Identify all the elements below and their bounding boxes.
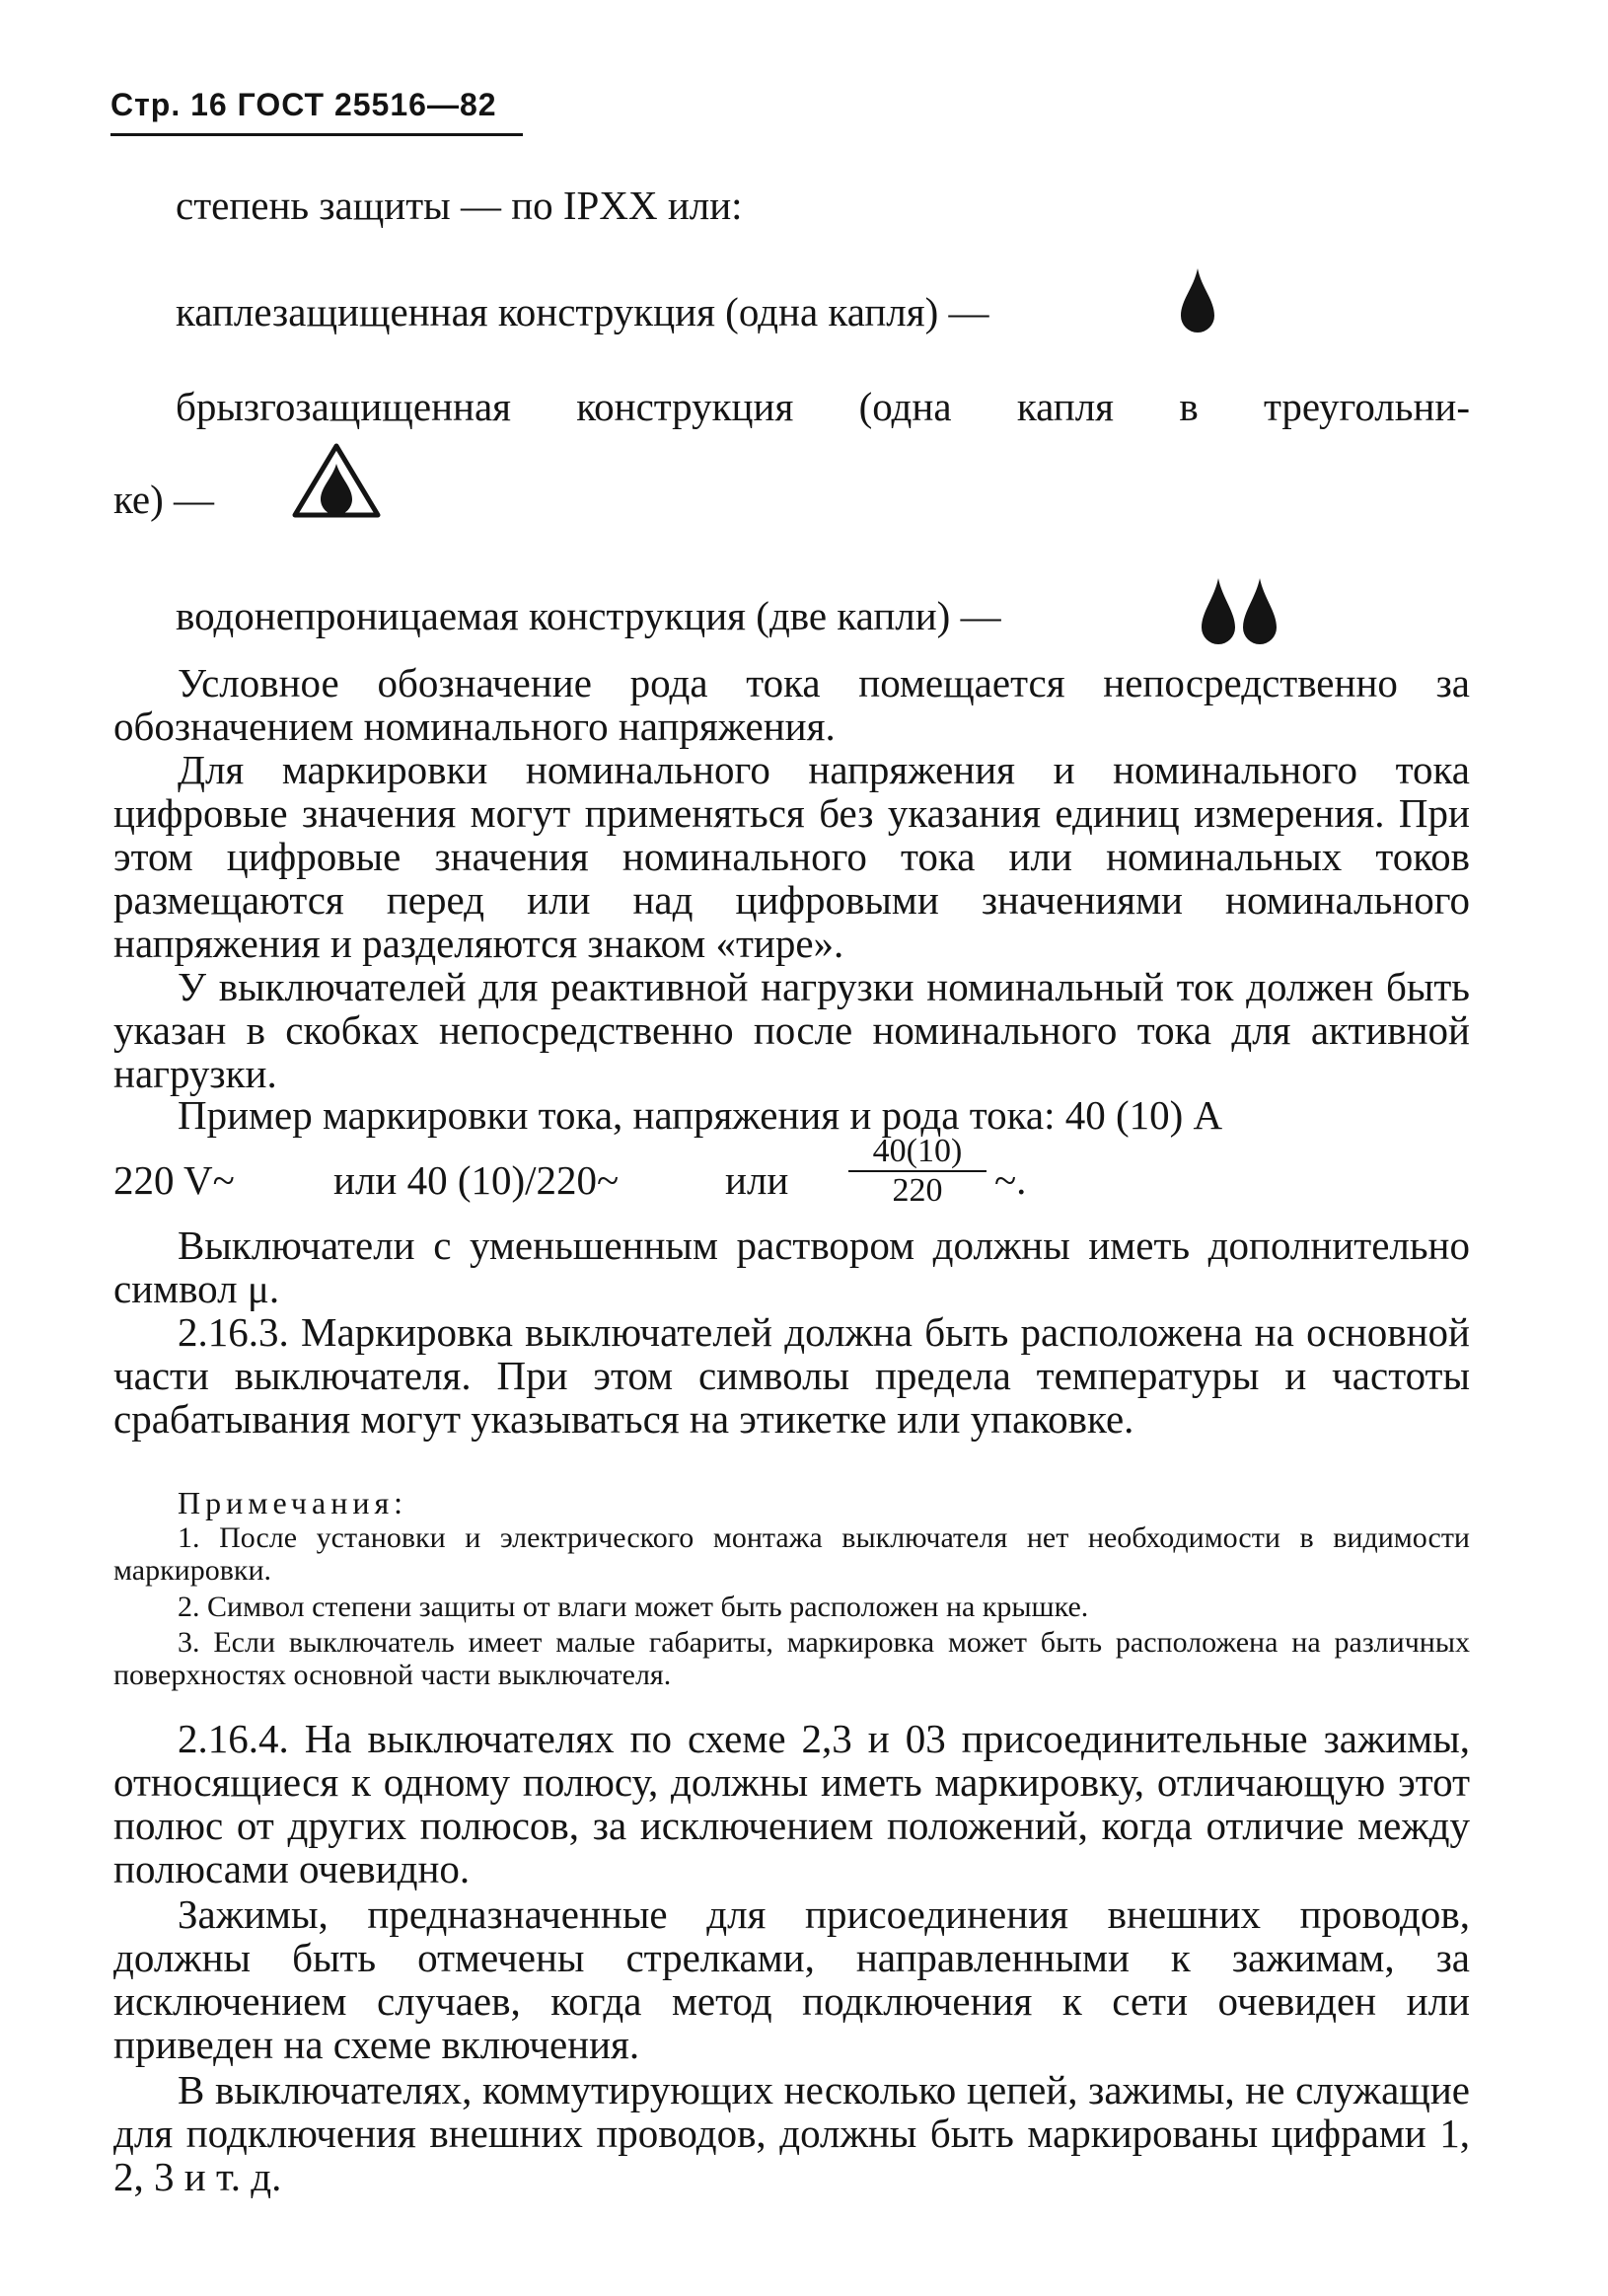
page-header	[110, 87, 523, 136]
header-rule	[110, 133, 523, 136]
drop-in-triangle-icon	[291, 442, 382, 519]
example-part-2: или 40 (10)/220~	[333, 1157, 620, 1203]
paragraph-mu-symbol: Выключатели с уменьшенным раствором должны иметь дополнительно символ μ.	[113, 1222, 1470, 1311]
protection-line-1: степень защиты — по IPXX или:	[176, 183, 743, 228]
example-line-1: Пример маркировки тока, напряжения и рода тока: 40 (10) А	[178, 1092, 1223, 1138]
protection-line-2: каплезащищенная конструкция (одна капля) —	[176, 289, 989, 334]
paragraph-terminals-arrows: Зажимы, предназначенные для присоединения внешних проводов, должны быть отмечены стрелками, направленными к зажимам, за исключением случаев, когда метод подключения к сети очевиден или приведен на схеме включения.	[113, 1891, 1470, 2067]
example-tail: ~.	[994, 1157, 1027, 1203]
protection-line-4: ке) —	[113, 477, 214, 522]
paragraph-terminals-numbers: В выключателях, коммутирующих несколько цепей, зажимы, не служащие для подключения внешних проводов, должны быть маркированы цифрами 1, 2, 3 и т. д.	[113, 2067, 1470, 2199]
two-drops-icon	[1199, 576, 1279, 647]
protection-line-3: брызгозащищенная конструкция (одна капля в треугольни-	[176, 384, 1470, 429]
example-part-1: 220 V~	[113, 1157, 235, 1203]
paragraph-current-type: Условное обозначение рода тока помещается непосредственно за обозначением номинального напряжения.	[113, 660, 1470, 749]
example-fraction	[848, 1135, 987, 1208]
header-text: Стр. 16 ГОСТ 25516—82	[110, 87, 497, 122]
notes-title: Примечания:	[178, 1485, 408, 1520]
fraction-denominator: 220	[892, 1172, 943, 1209]
section-2-16-3: 2.16.3. Маркировка выключателей должна быть расположена на основной части выключателя. При этом символы предела температуры и частоты срабатывания могут указываться на этикетке или упаковке.	[113, 1309, 1470, 1442]
note-3: 3. Если выключатель имеет малые габариты, маркировка может быть расположена на различных поверхностях основной части выключателя.	[113, 1626, 1470, 1691]
section-2-16-4: 2.16.4. На выключателях по схеме 2,3 и 03 присоединительные зажимы, относящиеся к одному полюсу, должны иметь маркировку, отличающую этот полюс от других полюсов, за исключением положений, когда отличие между полюсами очевидно.	[113, 1716, 1470, 1891]
paragraph-reactive-load: У выключателей для реактивной нагрузки номинальный ток должен быть указан в скобках непосредственно после номинального тока для активной нагрузки.	[113, 964, 1470, 1096]
note-2: 2. Символ степени защиты от влаги может быть расположен на крышке.	[178, 1591, 1089, 1623]
paragraph-numeric-values: Для маркировки номинального напряжения и номинального тока цифровые значения могут применяться без указания единиц измерения. При этом цифровые значения номинального тока или номинальных токов размещаются перед или над цифровыми значениями номинального напряжения и разделяются знаком «тире».	[113, 747, 1470, 966]
note-1: 1. После установки и электрического монтажа выключателя нет необходимости в видимости маркировки.	[113, 1521, 1470, 1587]
fraction-numerator: 40(10)	[872, 1133, 963, 1169]
protection-line-5: водонепроницаемая конструкция (две капли) —	[176, 593, 1001, 638]
drop-icon	[1179, 266, 1216, 335]
example-part-3: или	[725, 1157, 789, 1203]
